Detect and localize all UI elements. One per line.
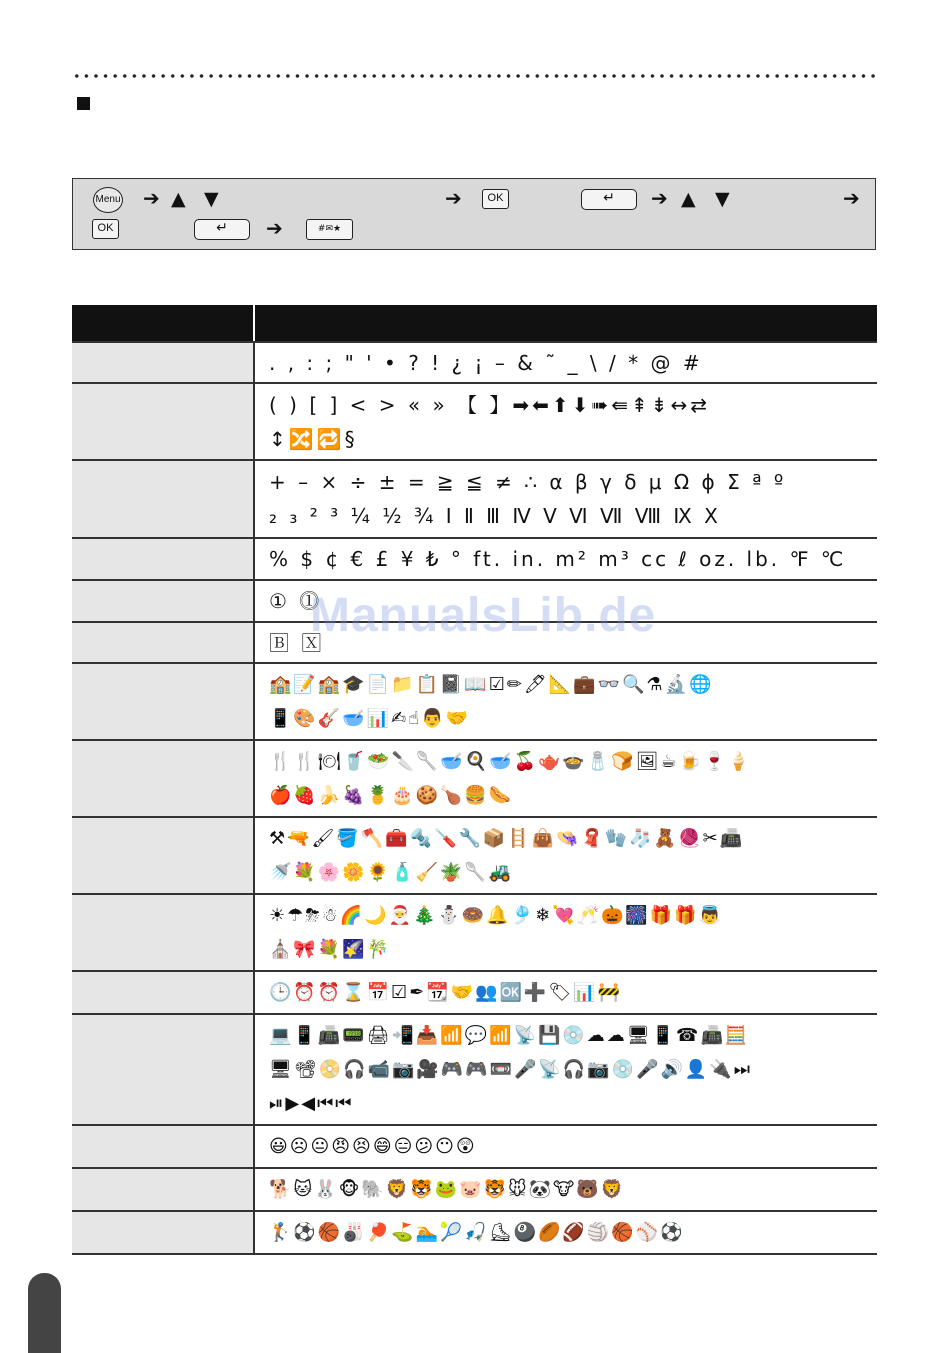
table-row [72,460,877,538]
symbol-cell: 🏌⚽🏀🎳🏓⛳🏊🎾🎣⛸🎱🏉🏈🏐🏀⚾⚽ [254,1211,877,1254]
table-row [72,971,877,1014]
arrow-icon: ➔ [445,186,462,210]
symbol-cell: + – × ÷ ± = ≧ ≦ ≠ ∴ α β γ δ μ Ω ϕ Σ ª º ₂ ₃ ² ³ ¼ ½ ¾ Ⅰ Ⅱ Ⅲ Ⅳ Ⅴ Ⅵ Ⅶ Ⅷ Ⅸ Ⅹ [254,460,877,538]
symbol-table [72,305,877,1255]
section-bullet [77,97,90,110]
arrow-icon: ➔ [266,216,283,240]
table-row [72,538,877,580]
symbol-cell: 🍴🍴🍽🥤🥗🔪🥄🥣🍳🥣🍒🫖🍲🧂🍞🖼☕🍺🍷🍦 🍎🍓🍌🍇🍍🎂🍪🍗🍔🌭 [254,740,877,817]
category-cell [72,817,254,894]
enter-key-icon: ↵ [194,219,250,240]
ok-key-icon: OK [482,189,509,209]
procedure-box [72,178,876,250]
watermark: ManualsLib.de [310,589,657,642]
up-arrow-icon: ▲ [171,188,186,210]
category-cell [72,1014,254,1125]
arrow-icon: ➔ [143,186,160,210]
table-row [72,817,877,894]
category-cell [72,580,254,622]
category-cell [72,663,254,740]
symbol-key-icon: #✉★ [306,219,353,240]
table-row [72,740,877,817]
table-row [72,1125,877,1168]
symbol-cell: ⚒🔫🖌🪣🪓🧰🔩🪛🔧📦🪜👜👒🧣🧤🧦🧸🧶✂📠 🚿💐🌸🌼🌻🧴🧹🪴🥄🚜 [254,817,877,894]
category-cell [72,740,254,817]
table-row [72,1014,877,1125]
category-cell [72,894,254,971]
symbol-cell: 🕒⏰⏰⌛📅☑✒📆🤝👥🆗➕🏷📊🚧 [254,971,877,1014]
category-cell [72,622,254,663]
arrow-icon: ➔ [843,186,860,210]
symbol-cell: . , : ; " ' • ? ! ¿ ¡ – & ˜ _ \ / * @ # [254,342,877,383]
arrow-icon: ➔ [651,186,668,210]
category-cell [72,1125,254,1168]
down-arrow-icon: ▼ [715,188,730,210]
category-cell [72,538,254,580]
category-cell [72,1211,254,1254]
table-row [72,342,877,383]
up-arrow-icon: ▲ [681,188,696,210]
page-edge-tab [28,1273,61,1353]
category-cell [72,342,254,383]
category-cell [72,460,254,538]
table-row [72,663,877,740]
table-row [72,383,877,460]
symbol-cell: 😃☹😐😠😣😄😑😕😶😲 [254,1125,877,1168]
symbol-cell: 💻📱📠📟🖨📲📥📶💬📶📡💾💿☁☁🖥📱☎📠🧮 🖥📽📀🎧📹📷🎥🎮🎮📼🎤📡🎧📷💿🎤🔊👤🔌⏭ ⏯▶◀⏮⏮ [254,1014,877,1125]
down-arrow-icon: ▼ [204,188,219,210]
category-cell [72,971,254,1014]
symbol-cell: % $ ¢ € £ ¥ ₺ ° ft. in. m² m³ cc ℓ oz. lb. ℉ ℃ [254,538,877,580]
table-header [72,305,877,342]
category-cell [72,1168,254,1211]
table-row [72,894,877,971]
symbol-cell: 🐕🐱🐰🐵🐘🦁🐯🐸🐷🐯🐭🐼🐮🐻🦁 [254,1168,877,1211]
menu-key-icon: Menu [93,187,123,213]
symbol-cell: 🏫📝🏫🎓📄📁📋📓📖☑✏🖊📐💼👓🔍⚗🔬🌐 📱🎨🎸🥣📊✍☝👨🤝 [254,663,877,740]
table-row [72,1168,877,1211]
enter-key-icon: ↵ [581,189,637,210]
category-header [72,305,254,342]
symbol-cell: ① ⓵ [254,580,877,622]
symbol-cell: 🄱 🅇 [254,622,877,663]
category-cell [72,383,254,460]
symbol-cell: ☀☂⛈☃🌈🌙🎅🎄⛄🍩🔔🎐❄💘🥂🎃🎆🎁🎁👼 ⛪🎀💐🌠🎋 [254,894,877,971]
table-row [72,1211,877,1254]
symbol-cell: ( ) [ ] < > « » 【 】➡⬅⬆⬇➠⇚⇞⇟↔⇄ ↕🔀🔁§ [254,383,877,460]
dotted-separator [72,73,880,79]
symbol-header [254,305,877,342]
ok-key-icon: OK [92,219,119,239]
